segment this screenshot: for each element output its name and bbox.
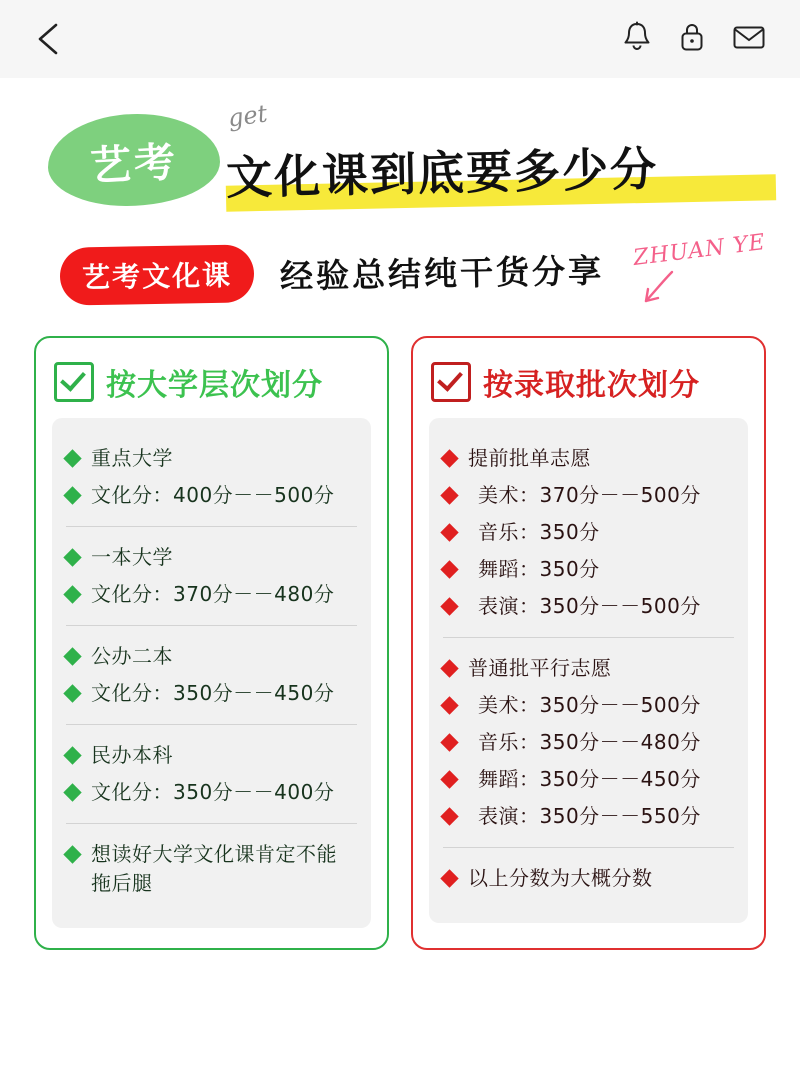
card-container <box>30 336 770 950</box>
list-item-label: 舞蹈：350分 <box>478 557 600 581</box>
list-item-label: 想读好大学文化课肯定不能拖后腿 <box>91 842 337 895</box>
subtitle-block <box>30 229 770 320</box>
list-item-label: 公办二本 <box>91 644 173 668</box>
diamond-bullet-icon <box>63 783 81 801</box>
diamond-bullet-icon <box>63 647 81 665</box>
list-item <box>443 860 734 897</box>
diamond-bullet-icon <box>440 597 458 615</box>
diamond-bullet-icon <box>440 560 458 578</box>
lock-icon[interactable] <box>678 21 706 58</box>
list-item <box>66 477 357 514</box>
list-item <box>443 551 734 588</box>
card-header <box>429 356 748 418</box>
page-title: 文化课到底要多少分 <box>225 141 659 205</box>
list-item <box>66 737 357 774</box>
list-item-label: 文化分：350分－－400分 <box>91 780 335 804</box>
list-item <box>443 687 734 724</box>
card-body <box>52 418 371 928</box>
list-item-label: 提前批单志愿 <box>468 446 591 470</box>
title-block <box>30 100 770 220</box>
list-item <box>66 638 357 675</box>
card-body <box>429 418 748 923</box>
list-item-label: 普通批平行志愿 <box>468 656 612 680</box>
diamond-bullet-icon <box>63 449 81 467</box>
list-item <box>66 539 357 576</box>
diamond-bullet-icon <box>63 684 81 702</box>
diamond-bullet-icon <box>63 845 81 863</box>
chevron-left-icon <box>34 21 64 57</box>
diamond-bullet-icon <box>63 548 81 566</box>
main-title-wrap <box>225 136 778 205</box>
card-admission-batch <box>411 336 766 950</box>
note-content <box>0 100 800 950</box>
diamond-bullet-icon <box>440 770 458 788</box>
list-item <box>66 675 357 712</box>
top-icon-group <box>622 21 766 58</box>
list-group <box>443 428 734 637</box>
list-item-label: 表演：350分－－550分 <box>478 804 701 828</box>
list-item <box>66 774 357 811</box>
list-item-label: 音乐：350分－－480分 <box>478 730 701 754</box>
card-title: 按大学层次划分 <box>106 368 323 403</box>
list-item <box>443 588 734 625</box>
list-item <box>66 440 357 477</box>
list-item <box>66 836 357 902</box>
diamond-bullet-icon <box>440 449 458 467</box>
list-group <box>443 847 734 909</box>
list-item-label: 美术：370分－－500分 <box>478 483 701 507</box>
list-item <box>443 477 734 514</box>
list-item <box>443 650 734 687</box>
get-decoration: get <box>226 99 269 133</box>
card-header <box>52 356 371 418</box>
list-item <box>443 724 734 761</box>
back-icon[interactable] <box>34 21 64 57</box>
top-navigation-bar <box>0 0 800 78</box>
list-item-label: 民办本科 <box>91 743 173 767</box>
list-item-label: 文化分：400分－－500分 <box>91 483 335 507</box>
badge-label: 艺考 <box>88 137 180 190</box>
subtitle-text: 经验总结纯干货分享 <box>279 251 605 296</box>
list-group <box>66 823 357 914</box>
red-pill-tag: 艺考文化课 <box>60 244 255 305</box>
diamond-bullet-icon <box>440 486 458 504</box>
diamond-bullet-icon <box>440 733 458 751</box>
list-item <box>443 761 734 798</box>
diamond-bullet-icon <box>440 696 458 714</box>
checkbox-checked-icon <box>431 362 471 402</box>
card-title: 按录取批次划分 <box>483 368 700 403</box>
list-item-label: 舞蹈：350分－－450分 <box>478 767 701 791</box>
list-group <box>66 625 357 724</box>
diamond-bullet-icon <box>63 746 81 764</box>
list-item-label: 一本大学 <box>91 545 173 569</box>
list-group <box>66 428 357 526</box>
bell-icon[interactable] <box>622 21 652 58</box>
mail-icon[interactable] <box>732 21 766 58</box>
list-item-label: 文化分：350分－－450分 <box>91 681 335 705</box>
list-group <box>66 526 357 625</box>
checkbox-checked-icon <box>54 362 94 402</box>
diamond-bullet-icon <box>440 659 458 677</box>
list-item-label: 文化分：370分－－480分 <box>91 582 335 606</box>
list-item <box>443 440 734 477</box>
list-group <box>66 724 357 823</box>
diamond-bullet-icon <box>440 807 458 825</box>
list-group <box>443 637 734 847</box>
diamond-bullet-icon <box>440 523 458 541</box>
list-item-label: 音乐：350分 <box>478 520 600 544</box>
diamond-bullet-icon <box>63 486 81 504</box>
list-item-label: 以上分数为大概分数 <box>468 866 653 890</box>
arrow-icon <box>634 268 678 313</box>
card-university-level <box>34 336 389 950</box>
list-item <box>66 576 357 613</box>
list-item <box>443 514 734 551</box>
diamond-bullet-icon <box>63 585 81 603</box>
badge-blob <box>48 114 220 206</box>
list-item-label: 表演：350分－－500分 <box>478 594 701 618</box>
list-item <box>443 798 734 835</box>
zhuanye-decoration: ZHUAN YE <box>631 229 768 272</box>
list-item-label: 重点大学 <box>91 446 173 470</box>
diamond-bullet-icon <box>440 869 458 887</box>
list-item-label: 美术：350分－－500分 <box>478 693 701 717</box>
